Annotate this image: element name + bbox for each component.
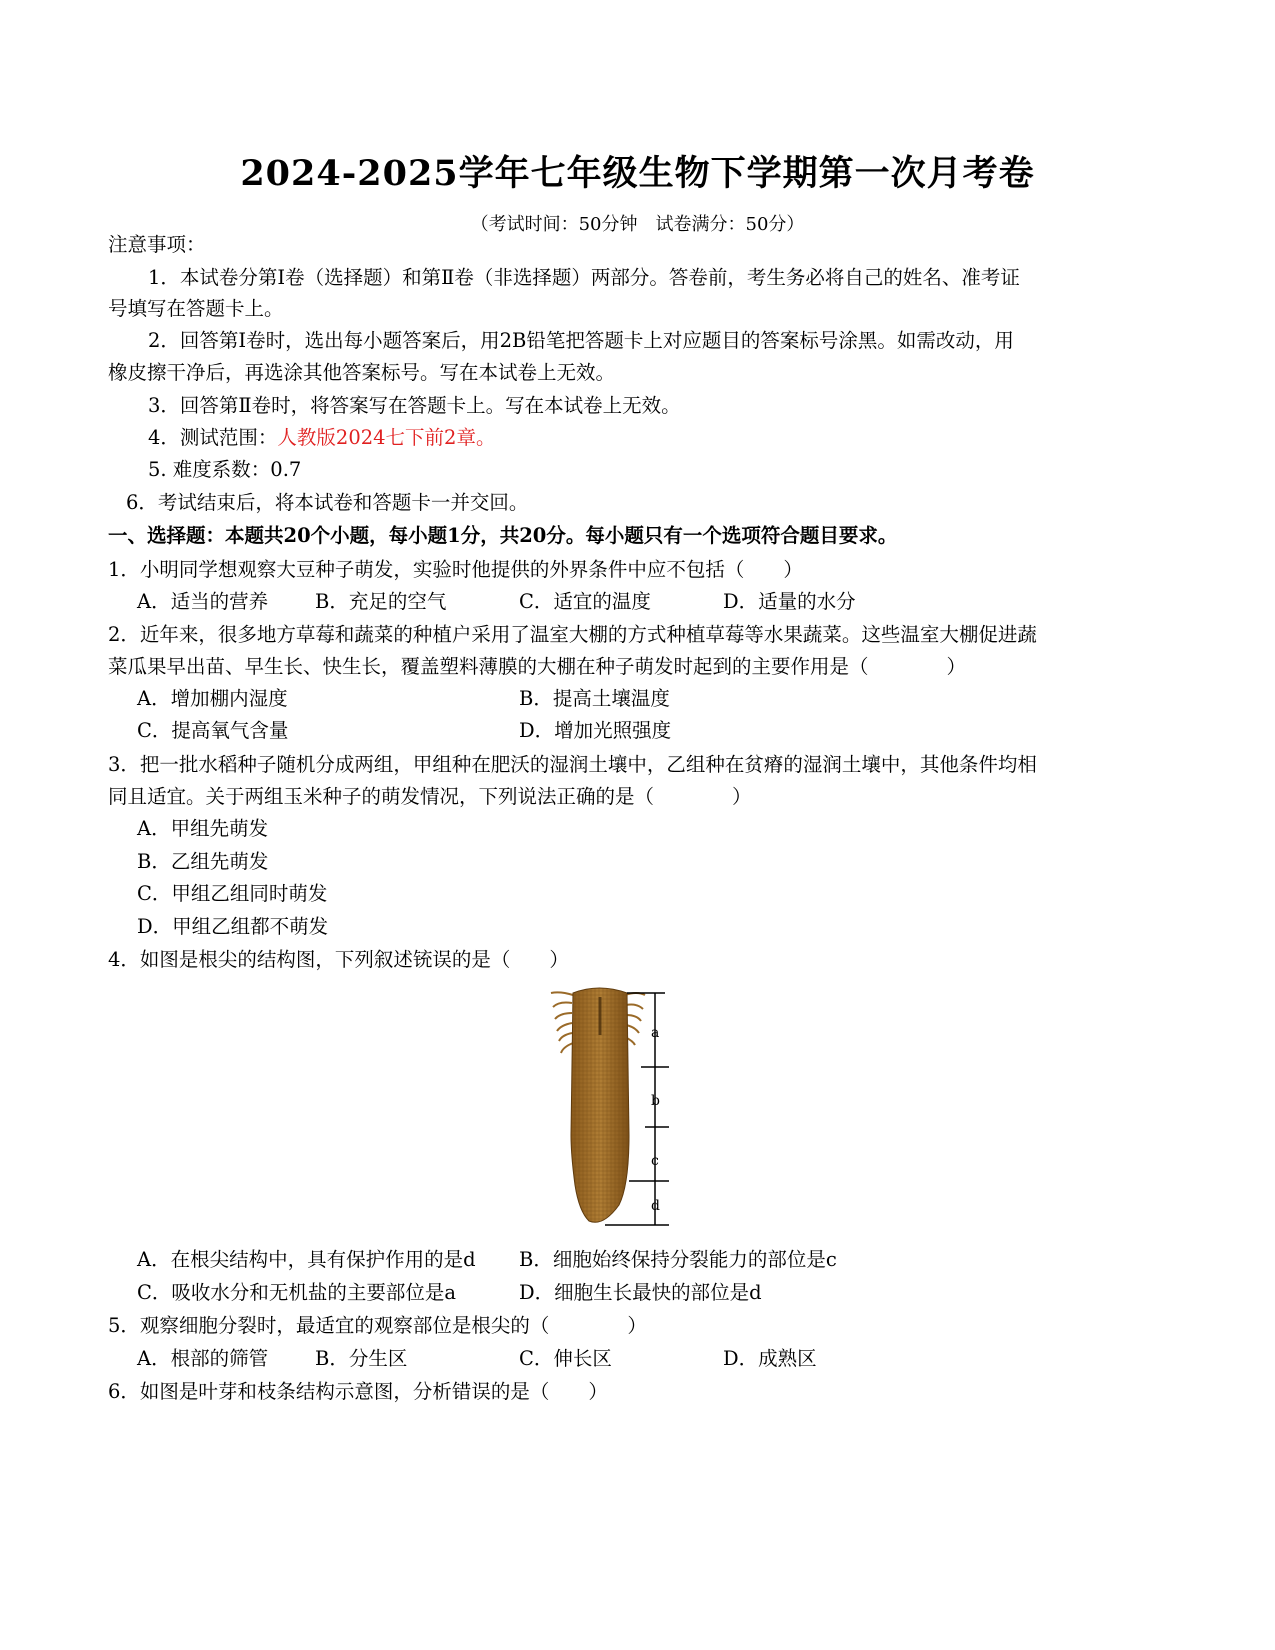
q4-option-c: C．吸收水分和无机盐的主要部位是a xyxy=(137,1281,457,1304)
note-3: 3．回答第Ⅱ卷时，将答案写在答题卡上。写在本试卷上无效。 xyxy=(148,394,681,417)
note-2-line-2: 橡皮擦干净后，再选涂其他答案标号。写在本试卷上无效。 xyxy=(108,361,616,384)
page-title: 2024-2025学年七年级生物下学期第一次月考卷 xyxy=(240,153,1035,194)
test-range: 人教版2024七下前2章。 xyxy=(277,426,496,449)
notes-heading: 注意事项： xyxy=(108,233,206,256)
q2-option-a: A．增加棚内湿度 xyxy=(137,687,288,710)
q3-stem-line-2: 同且适宜。关于两组玉米种子的萌发情况，下列说法正确的是（ ） xyxy=(108,785,752,808)
q1-option-d: D．适量的水分 xyxy=(723,590,856,613)
note-4 xyxy=(148,425,495,451)
q3-option-a: A．甲组先萌发 xyxy=(137,817,269,840)
exam-info: （考试时间：50分钟 试卷满分：50分） xyxy=(470,214,805,235)
q4-option-a: A．在根尖结构中，具有保护作用的是d xyxy=(137,1248,476,1271)
zone-label-b: b xyxy=(651,1093,660,1109)
q3-stem-line-1: 3．把一批水稻种子随机分成两组，甲组种在肥沃的湿润土壤中，乙组种在贫瘠的湿润土壤中，其他条件均相 xyxy=(108,753,1037,776)
q4-option-d: D．细胞生长最快的部位是d xyxy=(519,1281,762,1304)
q2-option-c: C．提高氧气含量 xyxy=(137,719,289,742)
q1-stem: 1．小明同学想观察大豆种子萌发，实验时他提供的外界条件中应不包括（ ） xyxy=(108,558,803,581)
q2-stem-line-2: 菜瓜果早出苗、早生长、快生长，覆盖塑料薄膜的大棚在种子萌发时起到的主要作用是（ ） xyxy=(108,655,967,678)
zone-label-d: d xyxy=(651,1198,660,1214)
q1-option-a: A．适当的营养 xyxy=(137,590,269,613)
q5-option-d: D．成熟区 xyxy=(723,1347,817,1370)
q3-option-d: D．甲组乙组都不萌发 xyxy=(137,915,329,938)
q5-option-c: C．伸长区 xyxy=(519,1347,612,1370)
q5-option-b: B．分生区 xyxy=(315,1347,408,1370)
q3-option-b: B．乙组先萌发 xyxy=(137,850,269,873)
note-5: 5. 难度系数：0.7 xyxy=(148,458,302,481)
q5-option-a: A．根部的筛管 xyxy=(137,1347,269,1370)
note-2-line-1: 2．回答第Ⅰ卷时，选出每小题答案后，用2B铅笔把答题卡上对应题目的答案标号涂黑。如需改动，用 xyxy=(148,329,1014,352)
q2-stem-line-1: 2．近年来，很多地方草莓和蔬菜的种植户采用了温室大棚的方式种植草莓等水果蔬菜。这些温室大棚促进蔬 xyxy=(108,623,1037,646)
q2-option-d: D．增加光照强度 xyxy=(519,719,672,742)
q3-option-c: C．甲组乙组同时萌发 xyxy=(137,882,328,905)
q4-stem: 4．如图是根尖的结构图，下列叙述铳误的是（ ） xyxy=(108,948,569,971)
q6-stem: 6．如图是叶芽和枝条结构示意图，分析错误的是（ ） xyxy=(108,1380,608,1403)
q4-option-b: B．细胞始终保持分裂能力的部位是c xyxy=(519,1248,837,1271)
q1-option-b: B．充足的空气 xyxy=(315,590,447,613)
note-6: 6．考试结束后，将本试卷和答题卡一并交回。 xyxy=(126,491,529,514)
zone-label-a: a xyxy=(651,1025,660,1041)
section-1-heading: 一、选择题：本题共20个小题，每小题1分，共20分。每小题只有一个选项符合题目要求。 xyxy=(108,524,898,547)
q5-stem: 5．观察细胞分裂时，最适宜的观察部位是根尖的（ ） xyxy=(108,1314,647,1337)
q1-option-c: C．适宜的温度 xyxy=(519,590,651,613)
note-1-line-1: 1．本试卷分第Ⅰ卷（选择题）和第Ⅱ卷（非选择题）两部分。答卷前，考生务必将自己的姓名、准考证 xyxy=(148,266,1020,289)
root-tip-figure xyxy=(545,985,685,1230)
zone-label-c: c xyxy=(651,1153,659,1169)
note-1-line-2: 号填写在答题卡上。 xyxy=(108,297,284,320)
note-4-prefix: 4．测试范围： xyxy=(148,426,278,449)
q2-option-b: B．提高土壤温度 xyxy=(519,687,670,710)
